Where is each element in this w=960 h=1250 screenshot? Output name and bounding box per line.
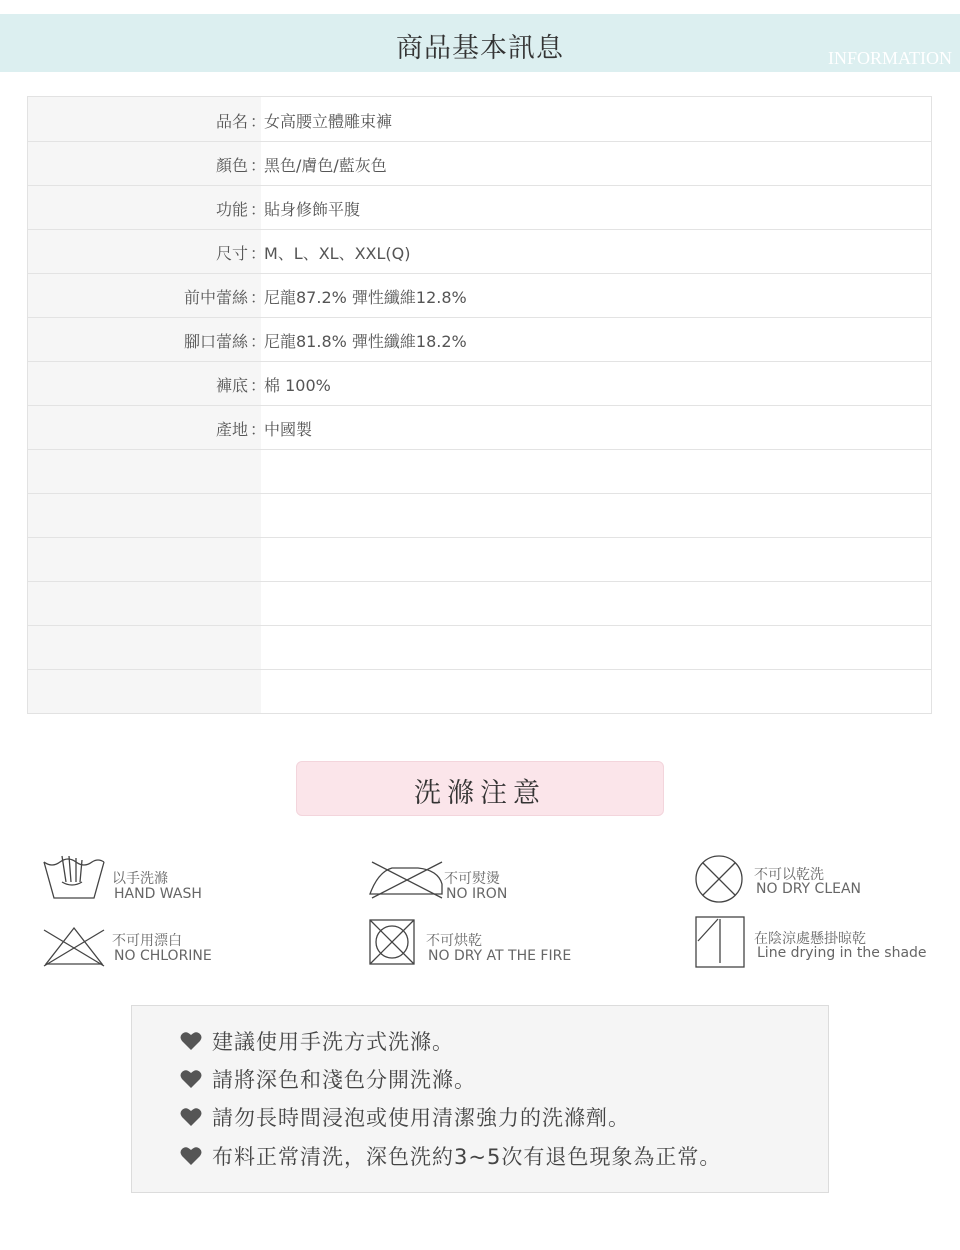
spec-row-empty (28, 449, 931, 494)
spec-label: 褲底 (215, 376, 248, 395)
symbol-label-zh: 不可用漂白 (112, 933, 182, 949)
spec-separator: ： (250, 156, 267, 175)
wash-title: 洗滌注意 (414, 778, 546, 809)
spec-row-empty (28, 581, 931, 626)
spec-row-empty (28, 669, 931, 713)
symbol-label-en: NO DRY AT THE FIRE (428, 948, 572, 964)
no-iron-icon (368, 858, 444, 902)
heart-icon (180, 1069, 202, 1089)
symbol-label-en: Line drying in the shade (757, 945, 927, 961)
symbol-label-zh: 以手洗滌 (112, 871, 168, 887)
spec-label: 功能 (215, 200, 248, 219)
heart-icon (180, 1031, 202, 1051)
spec-separator: ： (250, 420, 267, 439)
hand-wash-icon (42, 852, 106, 904)
spec-row (28, 229, 931, 274)
spec-value: 尼龍81.8% 彈性纖維18.2% (264, 332, 467, 351)
symbol-label-zh: 不可熨燙 (444, 871, 500, 887)
spec-value: 貼身修飾平腹 (264, 200, 361, 219)
symbol-label-zh: 不可以乾洗 (754, 867, 824, 883)
line-dry-shade-icon (694, 915, 746, 969)
spec-separator: ： (250, 112, 267, 131)
note-text: 請勿長時間浸泡或使用清潔強力的洗滌劑。 (212, 1106, 630, 1130)
spec-row (28, 273, 931, 318)
care-notes-box (131, 1005, 829, 1193)
spec-value: M、L、XL、XXL(Q) (264, 244, 411, 263)
symbol-label-zh: 在陰涼處懸掛晾乾 (754, 931, 866, 947)
spec-table (27, 96, 932, 714)
spec-value: 棉 100% (264, 376, 331, 395)
symbol-label-zh: 不可烘乾 (426, 933, 482, 949)
spec-value: 尼龍87.2% 彈性纖維12.8% (264, 288, 467, 307)
spec-label: 顏色 (215, 156, 248, 175)
spec-row (28, 317, 931, 362)
spec-value: 黑色/膚色/藍灰色 (264, 156, 387, 175)
spec-row (28, 361, 931, 406)
symbol-label-en: HAND WASH (114, 886, 202, 902)
spec-row-empty (28, 537, 931, 582)
heart-icon (180, 1146, 202, 1166)
spec-row (28, 141, 931, 186)
spec-label: 前中蕾絲 (183, 288, 248, 307)
spec-row (28, 405, 931, 450)
spec-value: 女高腰立體雕束褲 (264, 112, 393, 131)
spec-separator: ： (250, 376, 267, 395)
spec-row (28, 97, 931, 142)
spec-row-empty (28, 493, 931, 538)
spec-row (28, 185, 931, 230)
spec-separator: ： (250, 244, 267, 263)
spec-separator: ： (250, 332, 267, 351)
spec-separator: ： (250, 288, 267, 307)
note-text: 布料正常清洗，深色洗約3~5次有退色現象為正常。 (212, 1145, 722, 1169)
spec-label: 腳口蕾絲 (183, 332, 248, 351)
no-dry-clean-icon (694, 854, 744, 904)
spec-separator: ： (250, 200, 267, 219)
spec-label: 尺寸 (215, 244, 248, 263)
symbol-label-en: NO DRY CLEAN (756, 881, 862, 897)
note-text: 建議使用手洗方式洗滌。 (212, 1030, 454, 1054)
info-title: 商品基本訊息 (396, 33, 564, 64)
note-text: 請將深色和淺色分開洗滌。 (212, 1068, 476, 1092)
spec-label: 產地 (215, 420, 248, 439)
symbol-label-en: NO CHLORINE (114, 948, 212, 964)
no-tumble-dry-icon (368, 918, 416, 966)
spec-label: 品名 (215, 112, 248, 131)
spec-value: 中國製 (264, 420, 313, 439)
spec-row-empty (28, 625, 931, 670)
symbol-label-en: NO IRON (446, 886, 508, 902)
heart-icon (180, 1107, 202, 1127)
no-chlorine-icon (42, 924, 106, 968)
info-subtitle: INFORMATION (827, 48, 952, 68)
